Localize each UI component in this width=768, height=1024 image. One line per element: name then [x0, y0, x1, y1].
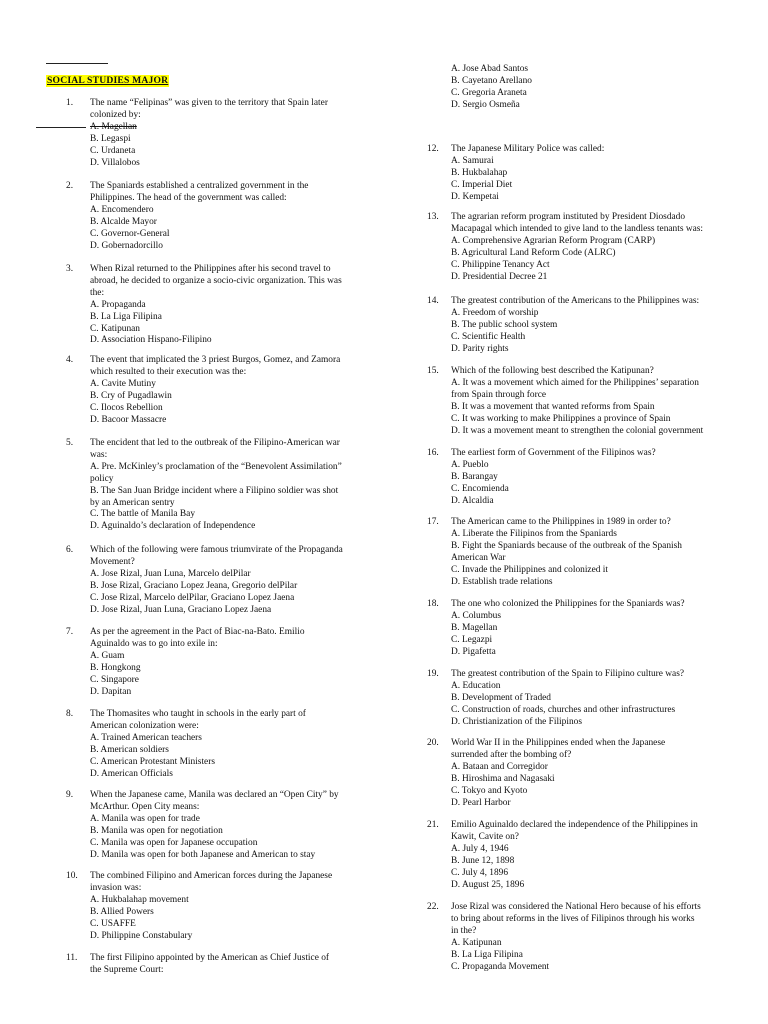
- answer-option: A. Guam: [90, 650, 125, 661]
- answer-option: B. Hukbalahap: [451, 167, 508, 178]
- answer-option: C. Legazpi: [451, 634, 493, 645]
- answer-option: D. American Officials: [90, 768, 173, 779]
- question-item: [427, 902, 751, 973]
- question-number: 22.: [427, 902, 439, 912]
- question-number: 10.: [66, 871, 78, 881]
- question-item: [66, 545, 390, 616]
- question-item: [66, 264, 390, 347]
- question-number: 21.: [427, 820, 439, 830]
- answer-option: B. Allied Powers: [90, 906, 154, 917]
- answer-option: C. Scientific Health: [451, 331, 526, 342]
- answer-option: B. Magellan: [451, 622, 498, 633]
- question-text: The Japanese Military Police was called:: [451, 144, 605, 154]
- answer-option: B. La Liga Filipina: [90, 311, 162, 322]
- answer-option: A. Freedom of worship: [451, 307, 539, 318]
- question-number: 1.: [66, 98, 74, 108]
- top-rule: [46, 63, 108, 64]
- answer-option: C. Construction of roads, churches and other infrastructures: [451, 704, 676, 715]
- answer-option: A. Trained American teachers: [90, 732, 202, 743]
- answer-option: C. Ilocos Rebellion: [90, 402, 163, 413]
- answer-option: D. Dapitan: [90, 686, 132, 697]
- answer-option: C. USAFFE: [90, 918, 136, 929]
- answer-option: C. Jose Rizal, Marcelo delPilar, Graciano Lopez Jaena: [90, 592, 295, 603]
- question-number: 15.: [427, 366, 439, 376]
- answer-option: D. Aguinaldo’s declaration of Independence: [90, 521, 256, 532]
- answer-option: B. American soldiers: [90, 744, 169, 755]
- answer-option: C. Gregoria Araneta: [451, 87, 527, 98]
- question-item: [427, 599, 751, 659]
- question-number: 12.: [427, 144, 439, 154]
- answer-option: D. Philippine Constabulary: [90, 930, 193, 941]
- answer-option: C. Invade the Philippines and colonized it: [451, 564, 608, 575]
- question-item: [66, 871, 390, 942]
- answer-option: C. Philippine Tenancy Act: [451, 259, 550, 270]
- answer-option: A. July 4, 1946: [451, 843, 509, 854]
- answer-option: B. Hiroshima and Nagasaki: [451, 773, 555, 784]
- question-item: [66, 790, 390, 861]
- answer-option: C. Manila was open for Japanese occupation: [90, 837, 258, 848]
- answer-option: B. Hongkong: [90, 662, 141, 673]
- answer-option: A. Samurai: [451, 155, 494, 166]
- answer-option: A. Columbus: [451, 610, 502, 621]
- right-column: [427, 64, 727, 972]
- question-text: When Rizal returned to the Philippines after his second travel to abroad, he decided to organize a socio-civic organization. This was the:: [90, 264, 342, 298]
- answer-option: C. Imperial Diet: [451, 179, 513, 190]
- question-text: The name “Felipinas” was given to the territory that Spain later colonized by:: [90, 98, 328, 120]
- question-item: [427, 212, 751, 283]
- question-number: 8.: [66, 709, 74, 719]
- answer-option: A. Jose Abad Santos: [451, 64, 529, 74]
- answer-option: B. Barangay: [451, 471, 498, 482]
- answer-option: A. Comprehensive Agrarian Reform Program (CARP): [451, 235, 656, 246]
- answer-option: B. It was a movement that wanted reforms from Spain: [451, 401, 655, 412]
- answer-option: D. Alcaldia: [451, 495, 494, 506]
- answer-option: A. Magellan: [90, 121, 137, 132]
- answer-option: C. Governor-General: [90, 228, 170, 239]
- question-text: As per the agreement in the Pact of Biac-na-Bato. Emilio Aguinaldo was to go into exile in:: [90, 627, 305, 649]
- question-number: 7.: [66, 627, 74, 637]
- question-text: The Thomasites who taught in schools in the early part of American colonization were:: [90, 709, 306, 731]
- question-number: 16.: [427, 448, 439, 458]
- question-text: Which of the following best described the Katipunan?: [451, 366, 654, 376]
- question-number: 13.: [427, 212, 439, 222]
- answer-option: B. June 12, 1898: [451, 855, 515, 866]
- answer-option: D. Bacoor Massacre: [90, 414, 167, 425]
- answer-option: C. Singapore: [90, 674, 139, 685]
- answer-option: A. Propaganda: [90, 299, 146, 310]
- question-item: [427, 144, 751, 204]
- answer-option: D. Pigafetta: [451, 646, 496, 657]
- answer-option: D. It was a movement meant to strengthen the colonial government: [451, 425, 704, 436]
- answer-option: B. Legaspi: [90, 133, 131, 144]
- question-text: World War II in the Philippines ended when the Japanese surrended after the bombing of?: [451, 738, 666, 760]
- answer-option: A. Education: [451, 680, 501, 691]
- question-text: The American came to the Philippines in 1989 in order to?: [451, 517, 671, 527]
- answer-option: C. American Protestant Ministers: [90, 756, 215, 767]
- answer-option: B. The public school system: [451, 319, 558, 330]
- answer-option: D. Kempetai: [451, 191, 499, 202]
- question-number: 11.: [66, 953, 78, 963]
- question-text: The greatest contribution of the Spain to Filipino culture was?: [451, 669, 685, 679]
- answer-option: B. Cayetano Arellano: [451, 75, 532, 86]
- answer-option: B. Alcalde Mayor: [90, 216, 157, 227]
- answer-option: C. The battle of Manila Bay: [90, 509, 196, 520]
- answer-option: D. Villalobos: [90, 157, 140, 168]
- answer-option: A. Bataan and Corregidor: [451, 761, 548, 772]
- question-text: The first Filipino appointed by the American as Chief Justice of the Supreme Court:: [90, 953, 330, 975]
- continued-options: [427, 64, 727, 112]
- question-number: 2.: [66, 181, 74, 191]
- question-text: The encident that led to the outbreak of the Filipino-American war was:: [90, 438, 340, 460]
- answer-option: D. Christianization of the Filipinos: [451, 716, 582, 727]
- question-text: Jose Rizal was considered the National Hero because of his efforts to bring about reforms in the lives of Filipinos through his works in the?: [451, 902, 701, 936]
- answer-option: A. Jose Rizal, Juan Luna, Marcelo delPilar: [90, 568, 251, 579]
- question-item: [66, 953, 390, 977]
- question-item: [66, 627, 390, 698]
- question-item: [66, 355, 390, 426]
- answer-option: A. Liberate the Filipinos from the Spaniards: [451, 528, 617, 539]
- question-item: [66, 181, 390, 252]
- question-text: The earliest form of Government of the Filipinos was?: [451, 448, 656, 458]
- question-number: 14.: [427, 296, 439, 306]
- answer-option: A. Manila was open for trade: [90, 813, 200, 824]
- answer-option: D. Association Hispano-Filipino: [90, 335, 212, 346]
- question-number: 19.: [427, 669, 439, 679]
- question-number: 5.: [66, 438, 74, 448]
- answer-option: C. It was working to make Philippines a province of Spain: [451, 413, 671, 424]
- answer-option: D. Establish trade relations: [451, 576, 553, 587]
- answer-option: D. Pearl Harbor: [451, 797, 511, 808]
- question-number: 4.: [66, 355, 74, 365]
- question-text: The event that implicated the 3 priest Burgos, Gomez, and Zamora which resulted to their execution was the:: [90, 355, 341, 377]
- answer-option: D. Jose Rizal, Juan Luna, Graciano Lopez Jaena: [90, 604, 272, 615]
- question-number: 20.: [427, 738, 439, 748]
- question-item: [66, 438, 390, 533]
- answer-option: C. Urdaneta: [90, 145, 136, 156]
- question-item: [427, 738, 751, 809]
- answer-option: D. Gobernadorcillo: [90, 240, 163, 251]
- question-item: [427, 366, 751, 437]
- question-item: [427, 448, 751, 508]
- question-number: 9.: [66, 790, 74, 800]
- answer-option: D. Sergio Osmeña: [451, 99, 520, 110]
- answer-option: C. July 4, 1896: [451, 867, 509, 878]
- question-text: The one who colonized the Philippines for the Spaniards was?: [451, 599, 685, 609]
- question-text: When the Japanese came, Manila was declared an “Open City” by McArthur. Open City means:: [90, 790, 339, 812]
- question-text: The Spaniards established a centralized government in the Philippines. The head of the government was called:: [90, 181, 309, 203]
- answer-option: A. Pueblo: [451, 459, 489, 470]
- answer-option: B. Jose Rizal, Graciano Lopez Jeana, Gregorio delPilar: [90, 580, 298, 591]
- answer-option: B. The San Juan Bridge incident where a Filipino soldier was shot by an American sentry: [90, 485, 339, 508]
- question-number: 3.: [66, 264, 74, 274]
- question-text: The agrarian reform program instituted by President Diosdado Macapagal which intended to give land to the landless tenants was:: [451, 212, 704, 234]
- answer-option: B. La Liga Filipina: [451, 949, 523, 960]
- answer-option: D. August 25, 1896: [451, 879, 525, 890]
- answer-option: D. Manila was open for both Japanese and American to stay: [90, 849, 316, 860]
- answer-option: A. Pre. McKinley’s proclamation of the “Benevolent Assimilation” policy: [90, 461, 342, 484]
- answer-option: B. Cry of Pugadlawin: [90, 390, 172, 401]
- answer-option: A. Hukbalahap movement: [90, 894, 189, 905]
- question-item: [427, 669, 751, 729]
- question-text: Which of the following were famous triumvirate of the Propaganda Movement?: [90, 545, 343, 567]
- question-text: Emilio Aguinaldo declared the independence of the Philippines in Kawit, Cavite on?: [451, 820, 698, 842]
- answer-option: B. Development of Traded: [451, 692, 551, 703]
- question-item: [66, 709, 390, 780]
- answer-option: D. Parity rights: [451, 343, 509, 354]
- answer-option: C. Propaganda Movement: [451, 961, 550, 972]
- question-number: 18.: [427, 599, 439, 609]
- answer-option: A. Encomendero: [90, 204, 154, 215]
- question-number: 17.: [427, 517, 439, 527]
- question-text: The greatest contribution of the Americans to the Philippines was:: [451, 296, 700, 306]
- answer-option: A. Katipunan: [451, 937, 502, 948]
- answer-option: A. Cavite Mutiny: [90, 378, 156, 389]
- answer-option: B. Agricultural Land Reform Code (ALRC): [451, 247, 616, 258]
- answer-option: B. Fight the Spaniards because of the outbreak of the Spanish American War: [451, 540, 682, 563]
- question-number: 6.: [66, 545, 74, 555]
- answer-option: C. Encomienda: [451, 483, 509, 494]
- question-item: [66, 98, 390, 169]
- strike-mark: [36, 127, 86, 128]
- page-title: SOCIAL STUDIES MAJOR: [47, 75, 169, 86]
- question-item: [427, 820, 751, 891]
- answer-option: C. Tokyo and Kyoto: [451, 785, 528, 796]
- answer-option: D. Presidential Decree 21: [451, 271, 548, 282]
- answer-option: B. Manila was open for negotiation: [90, 825, 223, 836]
- answer-option: C. Katipunan: [90, 323, 140, 334]
- question-item: [427, 296, 751, 356]
- question-text: The combined Filipino and American forces during the Japanese invasion was:: [90, 871, 333, 893]
- question-item: [427, 517, 751, 588]
- answer-option: A. It was a movement which aimed for the Philippines’ separation from Spain through force: [451, 377, 699, 400]
